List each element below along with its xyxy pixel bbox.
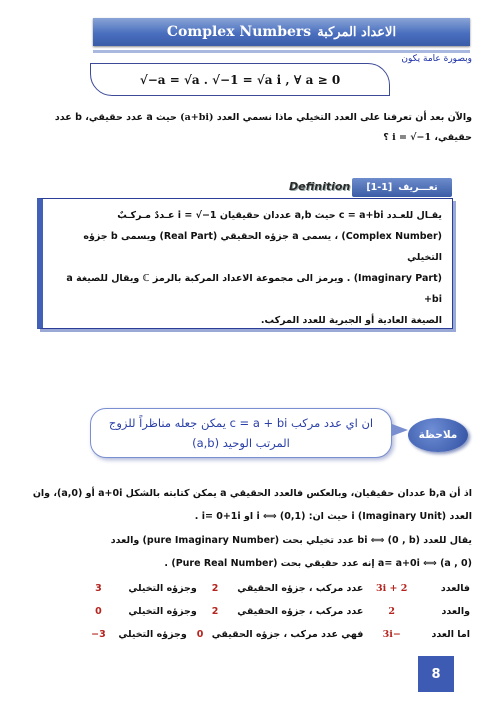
page-header	[93, 18, 470, 46]
header-title-ar: الاعداد المركبة	[317, 24, 397, 40]
example-text1: عدد مركب ، جزؤه الحقيقي	[237, 606, 364, 617]
example-text2: وجزؤه التخيلي	[128, 606, 197, 617]
example-lead: والعدد	[441, 606, 470, 617]
note-line2: المرتب الوحيد (a,b)	[192, 436, 290, 450]
example-number: 3i−	[382, 629, 401, 640]
example-imag: 0	[95, 606, 102, 617]
formula-text: √−a = √a . √−1 = √a i , ∀ a ≥ 0	[139, 72, 341, 87]
example-imag: 3	[95, 583, 102, 594]
note-bubble	[90, 408, 392, 458]
definition-badge-label: تعـــريف	[398, 182, 438, 193]
intro-expr1: (a+bi)	[180, 112, 214, 123]
example-row	[50, 629, 470, 640]
general-form-label: وبصورة عامة يكون	[401, 54, 472, 64]
body-line: اذ أن b,a عددان حقيقيان، وبالعكس فالعدد الحقيقي a يمكن كتابته بالشكل a+0i أو (a,0)، وان	[32, 488, 472, 499]
example-imag: 3−	[91, 629, 106, 640]
example-real: 2	[211, 583, 219, 594]
example-number: 2	[388, 606, 395, 617]
header-underline	[93, 50, 470, 53]
note-badge: ملاحظة	[408, 418, 468, 452]
definition-line: يقـال للعـدد c = a+bi حيث a,b عددان حقيقيان i = √−1 عـددٌ مـركـبٌ	[117, 210, 442, 221]
definition-line: (Complex Number) ، يسمى a جزؤه الحقيقي (Real Part) ويسمى b جزؤه التخيلي	[83, 231, 442, 263]
example-lead: اما العدد	[431, 629, 470, 640]
example-real: 2	[211, 606, 219, 617]
example-row	[50, 606, 470, 617]
example-number: 3i + 2	[375, 583, 408, 594]
example-text1: فهي عدد مركب ، جزؤه الحقيقي	[211, 629, 364, 640]
example-text2: وجزؤه التخيلي	[118, 629, 187, 640]
example-text2: وجزؤه التخيلي	[128, 583, 197, 594]
example-real: 0	[196, 629, 204, 640]
note-line1: ان اي عدد مركب c = a + bi يمكن جعله مناظراً للزوج	[108, 416, 374, 430]
body-line: يقال للعدد bi ⟺ (0 , b) عدد تخيلي بحت (pure Imaginary Number) والعدد	[110, 535, 472, 546]
definition-line: الصيغة العادية أو الجبرية للعدد المركب.	[260, 315, 442, 326]
header-title-en: Complex Numbers	[166, 24, 312, 40]
example-lead: فالعدد	[440, 583, 470, 594]
intro-line1-a: والآن بعد أن تعرفنا على العدد التخيلي ماذا نسمي العدد	[216, 112, 472, 123]
definition-badge	[352, 178, 452, 197]
intro-paragraph	[27, 108, 472, 148]
intro-expr2: i = √−1	[392, 132, 432, 143]
intro-line2-a: حقيقي،	[434, 132, 472, 143]
intro-line2-b: ؟	[383, 132, 389, 143]
example-text1: عدد مركب ، جزؤه الحقيقي	[237, 583, 364, 594]
note-pointer	[392, 424, 408, 436]
definition-box	[37, 198, 453, 329]
body-line: العدد i (Imaginary Unit) حيث ان: (0,1) ⟺ i او i= 0+1i .	[194, 511, 472, 522]
intro-line1-b: حيث a عدد حقيقي، b عدد	[54, 112, 177, 123]
formula-box	[90, 63, 390, 96]
example-row	[50, 583, 470, 594]
definition-badge-number: [1-1]	[366, 182, 393, 193]
definition-line: (Imaginary Part) . ويرمز الى مجموعة الاعداد المركبة بالرمز ℂ ويقال للصيغة a +bi	[66, 273, 442, 305]
page-number: 8	[418, 656, 454, 692]
definition-title: Definition	[289, 180, 351, 193]
body-line: a= a+0i ⟺ (a , 0) إنه عدد حقيقي بحت (Pure Real Number) .	[164, 558, 472, 569]
